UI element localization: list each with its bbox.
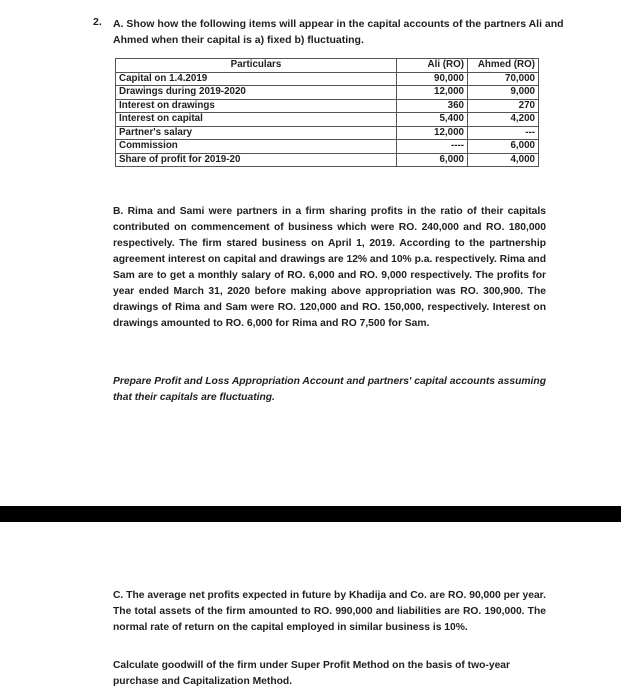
ali-value: 360 xyxy=(397,99,468,113)
ahmed-value: 9,000 xyxy=(468,86,539,100)
row-label: Capital on 1.4.2019 xyxy=(116,72,397,86)
table-row xyxy=(116,140,539,154)
table-row xyxy=(116,153,539,167)
ali-value: 90,000 xyxy=(397,72,468,86)
row-label: Interest on capital xyxy=(116,113,397,127)
part-c-text: C. The average net profits expected in future by Khadija and Co. are RO. 90,000 per year. The total assets of the firm amounted to RO. 990,000 and liabilities are RO. 190,000. The normal rate of return on the capital employed in similar business is 10%. xyxy=(113,590,546,633)
part-a-text: A. Show how the following items will appear in the capital accounts of the partners Ali and Ahmed when their capital is a) fixed b) fluctuating. xyxy=(113,18,564,46)
table-row xyxy=(116,113,539,127)
ali-value: ---- xyxy=(397,140,468,154)
header-ahmed: Ahmed (RO) xyxy=(468,59,539,73)
row-label: Drawings during 2019-2020 xyxy=(116,86,397,100)
ahmed-value: 270 xyxy=(468,99,539,113)
header-ali: Ali (RO) xyxy=(397,59,468,73)
ali-value: 12,000 xyxy=(397,86,468,100)
table-row xyxy=(116,126,539,140)
part-b-instruction: Prepare Profit and Loss Appropriation Account and partners' capital accounts assuming that their capitals are fluctuating. xyxy=(113,376,546,403)
capital-table xyxy=(115,58,539,167)
page-2 xyxy=(0,522,621,700)
table-row xyxy=(116,99,539,113)
ali-value: 5,400 xyxy=(397,113,468,127)
ahmed-value: 4,200 xyxy=(468,113,539,127)
ali-value: 12,000 xyxy=(397,126,468,140)
ahmed-value: 4,000 xyxy=(468,153,539,167)
ahmed-value: 70,000 xyxy=(468,72,539,86)
ali-value: 6,000 xyxy=(397,153,468,167)
table-header-row xyxy=(116,59,539,73)
row-label: Commission xyxy=(116,140,397,154)
part-b-text: B. Rima and Sami were partners in a firm sharing profits in the ratio of their capitals contributed on commencement of business which were RO. 240,000 and RO. 180,000 respectively. The firm stared business on April 1, 2019. According to the partnership agreement interest on capital and drawings are 12% and 10% p.a. respectively. Rima and Sam are to get a monthly salary of RO. 6,000 and RO. 9,000 respectively. The profits for year ended March 31, 2020 before making above appropriation was RO. 300,900. The drawings of Rima and Sam were RO. 120,000 and RO. 150,000, respectively. Interest on drawings amounted to RO. 6,000 for Rima and RO 7,500 for Sam. xyxy=(113,206,547,329)
ahmed-value: 6,000 xyxy=(468,140,539,154)
row-label: Interest on drawings xyxy=(116,99,397,113)
row-label: Share of profit for 2019-20 xyxy=(116,153,397,167)
row-label: Partner's salary xyxy=(116,126,397,140)
header-particulars: Particulars xyxy=(116,59,397,73)
table-row xyxy=(116,86,539,100)
part-c-instruction: Calculate goodwill of the firm under Super Profit Method on the basis of two-year purchase and Capitalization Method. xyxy=(113,660,511,687)
ahmed-value: --- xyxy=(468,126,539,140)
question-number: 2. xyxy=(93,16,102,28)
table-row xyxy=(116,72,539,86)
